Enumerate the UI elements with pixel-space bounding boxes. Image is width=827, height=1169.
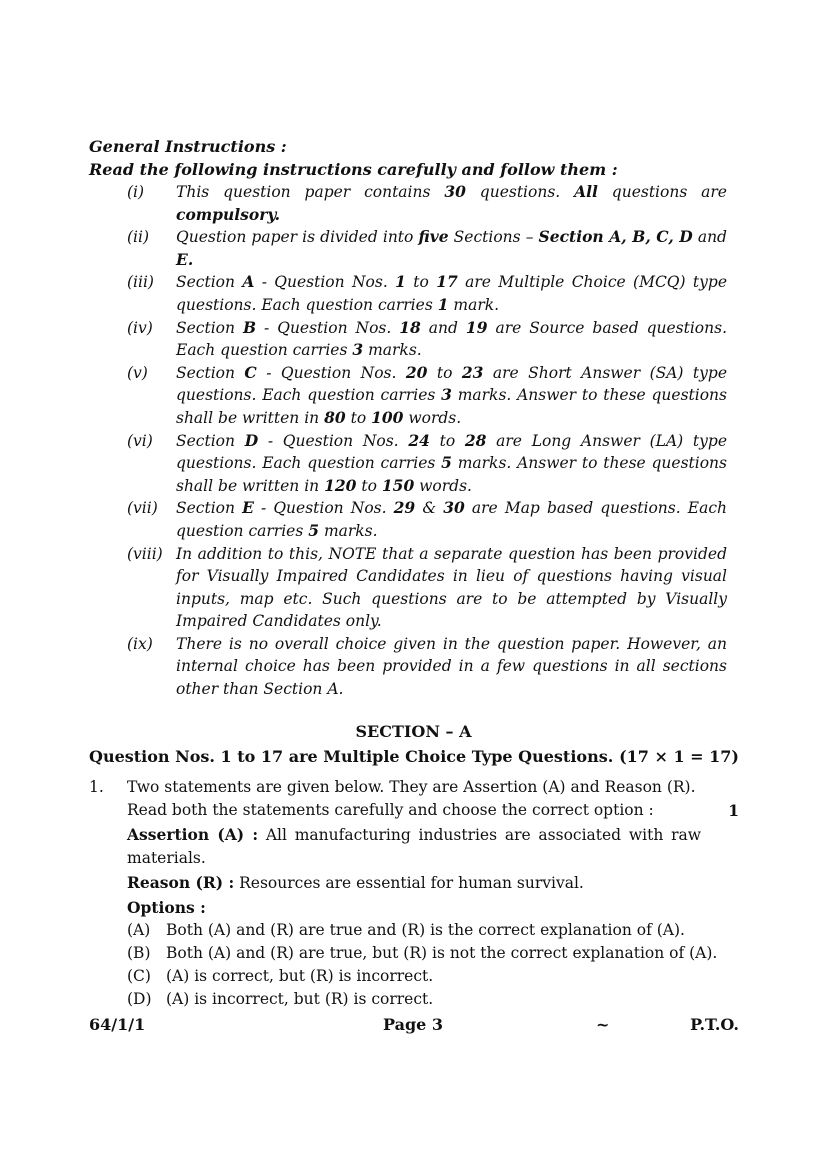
bold-text: Section A, B, C, D [538, 227, 693, 247]
reason [127, 871, 739, 895]
text-segment: & [415, 499, 444, 518]
reason-label: Reason (R) : [127, 873, 235, 892]
bold-text: 120 [324, 475, 357, 495]
instruction-number: (iv) [127, 318, 153, 337]
text-segment: to [429, 431, 465, 450]
assertion-label: Assertion (A) : [127, 825, 259, 844]
instruction-item [89, 181, 727, 226]
option-text: Both (A) and (R) are true and (R) is the correct explanation of (A). [166, 921, 685, 939]
text-segment: and [420, 318, 466, 337]
options-label: Options : [127, 898, 206, 917]
text-segment: There is no overall choice given in the question paper. However, an internal choice has been provided in a few questions in all sections other than Section A. [176, 634, 727, 699]
bold-text: 150 [381, 475, 415, 495]
instruction-text [176, 430, 727, 498]
text-segment: words. [403, 408, 462, 427]
text-segment: questions. [465, 183, 575, 201]
instruction-item [89, 317, 727, 362]
instruction-item [89, 543, 727, 633]
text-segment: are Source based questions. Each question carries [176, 318, 728, 360]
text-segment: - Question Nos. [256, 318, 400, 337]
text-segment: Section [176, 318, 243, 337]
bold-text: 80 [324, 407, 346, 427]
instruction-number: (iii) [127, 273, 154, 292]
bold-text: 100 [371, 407, 404, 427]
text-segment: - Question Nos. [258, 431, 409, 450]
instruction-item [89, 430, 727, 498]
instruction-number: (ii) [127, 228, 150, 247]
bold-text: 30 [443, 498, 465, 518]
text-segment: words. [414, 476, 472, 495]
question-line-2: Read both the statements carefully and choose the correct option : [127, 801, 654, 819]
instruction-number: (vi) [127, 431, 153, 450]
instruction-number: (v) [127, 363, 148, 382]
bold-text: C [244, 362, 257, 382]
text-segment: This question paper contains [176, 183, 445, 201]
instruction-item [89, 226, 727, 271]
text-segment: - Question Nos. [256, 363, 406, 382]
bold-text: 17 [436, 272, 458, 292]
text-segment: Question paper is divided into [176, 228, 419, 247]
assertion-text: All manufacturing industries are associated with raw materials. [127, 826, 701, 867]
bold-text: 5 [441, 453, 452, 473]
option-text: (A) is incorrect, but (R) is correct. [166, 990, 434, 1008]
option-label: (C) [127, 967, 151, 985]
text-segment: and [692, 228, 727, 247]
option-label: (D) [127, 990, 152, 1008]
instruction-text [176, 497, 727, 542]
section-header-text: Question Nos. 1 to 17 are Multiple Choice Type Questions. [89, 747, 614, 766]
general-instructions-heading: General Instructions : [89, 137, 287, 156]
text-segment: marks. [363, 341, 422, 360]
instruction-item [89, 271, 727, 316]
section-marks: (17 × 1 = 17) [619, 747, 739, 766]
text-segment: to [427, 363, 462, 382]
option-text: (A) is correct, but (R) is incorrect. [166, 967, 434, 985]
text-segment: mark. [448, 295, 500, 314]
bold-text: B [242, 317, 257, 337]
instruction-text [176, 362, 727, 430]
bold-text: five [418, 227, 449, 247]
bold-text: 18 [399, 317, 421, 337]
instruction-text [176, 181, 727, 226]
assertion [127, 823, 701, 870]
option-item [127, 942, 739, 965]
options-list [127, 919, 739, 1011]
bold-text: 20 [405, 362, 428, 382]
text-segment: Section [176, 499, 243, 518]
instruction-item [89, 362, 727, 430]
paper-code: 64/1/1 [89, 1015, 146, 1034]
text-segment: to [405, 273, 437, 292]
text-segment: - Question Nos. [254, 273, 396, 292]
bold-text: 29 [393, 498, 416, 518]
instructions-list [89, 181, 727, 701]
section-header [89, 747, 739, 766]
bold-text: 3 [352, 340, 364, 360]
option-label: (B) [127, 944, 151, 962]
general-instructions [89, 136, 739, 181]
text-segment: marks. Answer to these questions shall be written in [176, 454, 727, 495]
bold-text: 30 [444, 182, 466, 201]
text-segment: are Map based questions. Each question carries [176, 499, 727, 540]
instruction-item [89, 497, 727, 542]
text-segment: are Long Answer (LA) type questions. Each question carries [176, 431, 727, 473]
text-segment: - Question Nos. [253, 499, 394, 518]
tilde-mark: ~ [596, 1015, 610, 1034]
option-item [127, 965, 739, 988]
question-1 [89, 776, 739, 1011]
bold-text: 1 [437, 294, 449, 314]
bold-text: E [242, 498, 254, 518]
bold-text: compulsory. [176, 204, 281, 224]
section-title: SECTION – A [355, 722, 472, 741]
question-marks: 1 [728, 801, 739, 820]
bold-text: 23 [461, 362, 484, 382]
instruction-number: (vii) [127, 499, 158, 518]
instruction-text [176, 271, 727, 316]
text-segment: Section [176, 431, 245, 450]
reason-text: Resources are essential for human survival. [239, 874, 584, 892]
bold-text: 28 [464, 430, 487, 450]
bold-text: 5 [308, 520, 320, 540]
text-segment: marks. [319, 521, 378, 540]
instruction-number: (i) [127, 183, 145, 201]
bold-text: All [574, 182, 598, 201]
instruction-number: (viii) [127, 544, 163, 563]
bold-text: 1 [395, 272, 406, 292]
instruction-text [176, 633, 727, 701]
option-label: (A) [127, 921, 151, 939]
text-segment: Section [176, 363, 245, 382]
bold-text: D [244, 430, 259, 450]
text-segment: to [356, 476, 382, 495]
bold-text: E. [176, 249, 194, 269]
instruction-item [89, 633, 727, 701]
text-segment: questions are [597, 183, 727, 201]
option-item [127, 988, 739, 1011]
bold-text: 3 [441, 385, 452, 405]
bold-text: 24 [408, 430, 430, 450]
text-segment: Section [176, 273, 243, 292]
text-segment: to [345, 408, 372, 427]
text-segment: are Multiple Choice (MCQ) type questions. Each question carries [176, 273, 727, 314]
page-number: Page 3 [383, 1015, 444, 1034]
bold-text: 19 [465, 317, 488, 337]
question-number: 1. [89, 778, 104, 796]
question-line-1: Two statements are given below. They are Assertion (A) and Reason (R). [127, 778, 696, 796]
text-segment: Sections – [448, 228, 539, 247]
general-instructions-subheading: Read the following instructions carefully and follow them : [89, 159, 618, 179]
instruction-number: (ix) [127, 634, 153, 653]
instruction-text [176, 226, 727, 271]
instruction-text [176, 317, 727, 362]
text-segment: are Short Answer (SA) type questions. Each question carries [176, 363, 728, 405]
option-item [127, 919, 739, 942]
bold-text: A [242, 272, 255, 292]
text-segment: marks. Answer to these questions shall be written in [176, 386, 727, 427]
instruction-text [176, 543, 727, 633]
text-segment: In addition to this, NOTE that a separate question has been provided for Visually Impaired Candidates in lieu of questions having visual inputs, map etc. Such questions are to be attempted by Visually Impaired Candidates only. [176, 544, 727, 631]
pto-label: P.T.O. [690, 1015, 739, 1034]
option-text: Both (A) and (R) are true, but (R) is not the correct explanation of (A). [166, 944, 718, 962]
